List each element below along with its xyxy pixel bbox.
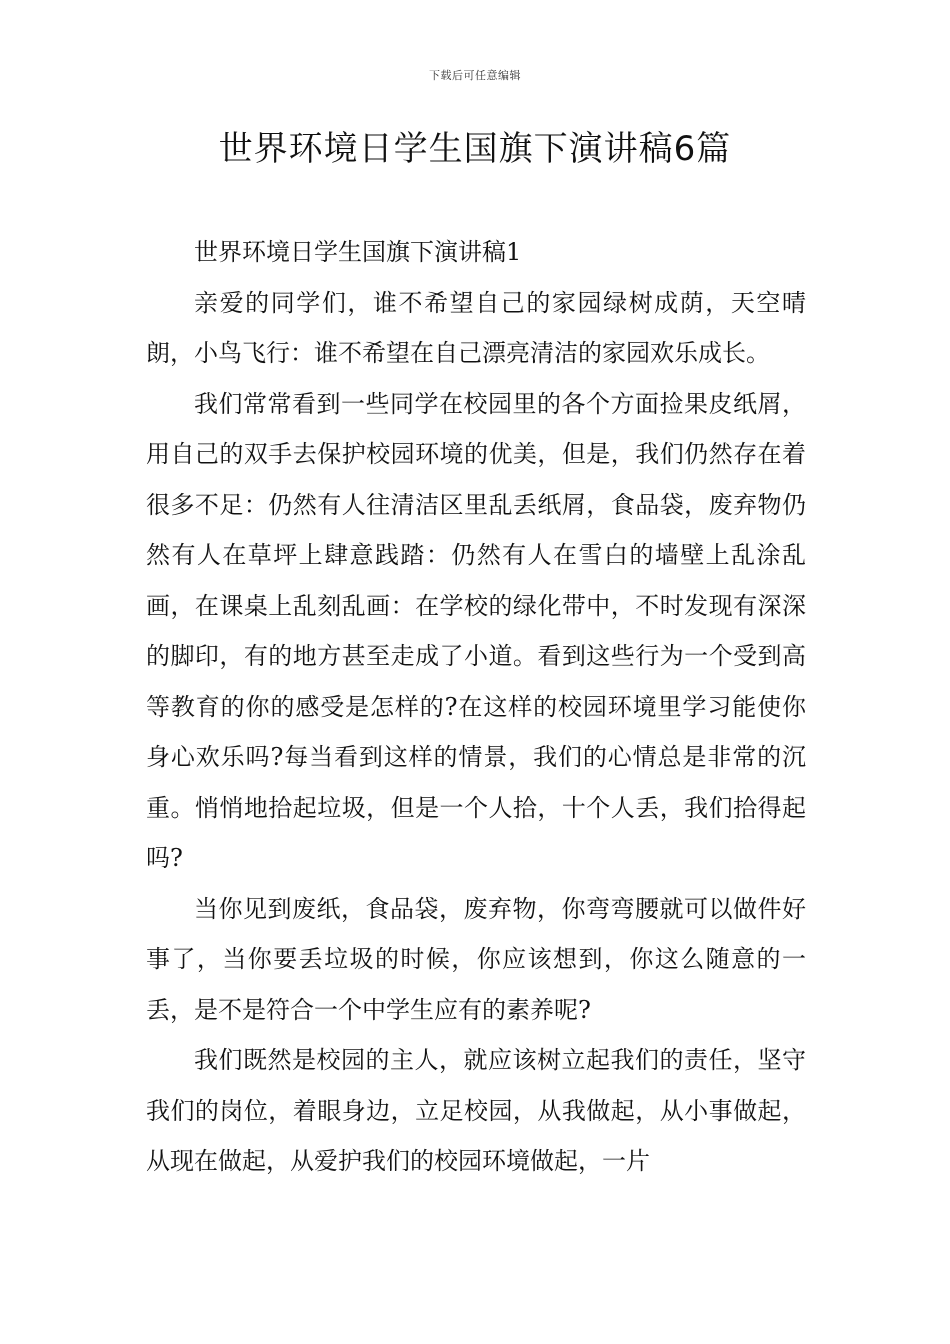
paragraph: 当你见到废纸，食品袋，废弃物，你弯弯腰就可以做件好事了，当你要丢垃圾的时候，你应该想到，你这么随意的一丢，是不是符合一个中学生应有的素养呢? xyxy=(146,894,806,1024)
paragraph: 亲爱的同学们，谁不希望自己的家园绿树成荫，天空晴朗，小鸟飞行：谁不希望在自己漂亮清洁的家园欢乐成长。 xyxy=(146,288,806,367)
paragraph: 我们常常看到一些同学在校园里的各个方面捡果皮纸屑，用自己的双手去保护校园环境的优美，但是，我们仍然存在着很多不足：仍然有人往清洁区里乱丢纸屑，食品袋，废弃物仍然有人在草坪上肆意践踏：仍然有人在雪白的墙壁上乱涂乱画，在课桌上乱刻乱画：在学校的绿化带中，不时发现有深深的脚印，有的地方甚至走成了小道。看到这些行为一个受到高等教育的你的感受是怎样的?在这样的校园环境里学习能使你身心欢乐吗?每当看到这样的情景，我们的心情总是非常的沉重。悄悄地拾起垃圾，但是一个人拾，十个人丢，我们拾得起吗? xyxy=(146,389,806,872)
paragraph: 我们既然是校园的主人，就应该树立起我们的责任，坚守我们的岗位，着眼身边，立足校园，从我做起，从小事做起，从现在做起，从爱护我们的校园环境做起，一片 xyxy=(146,1046,806,1175)
section-heading: 世界环境日学生国旗下演讲稿1 xyxy=(194,238,522,266)
document-title: 世界环境日学生国旗下演讲稿6篇 xyxy=(218,129,732,169)
document-body xyxy=(146,227,806,1187)
header-note: 下载后可任意编辑 xyxy=(429,69,521,82)
